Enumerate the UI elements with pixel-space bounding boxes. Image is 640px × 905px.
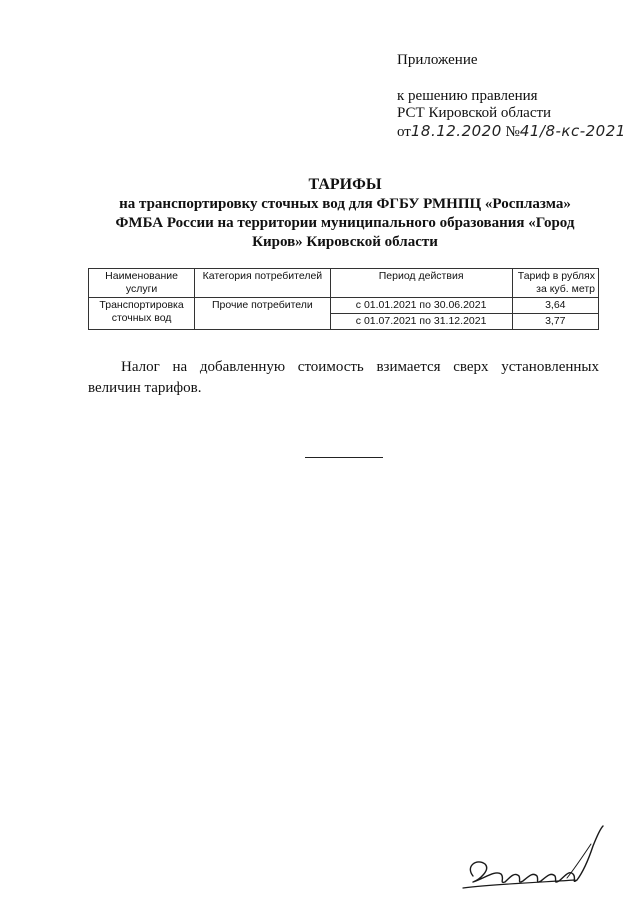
cell-period: с 01.07.2021 по 31.12.2021 <box>330 314 512 330</box>
header-tariff: Тариф в рублях за куб. метр <box>512 269 598 298</box>
appendix-date-number-line <box>397 122 626 141</box>
appendix-title: Приложение <box>397 52 478 68</box>
appendix-decision-line: к решению правления <box>397 88 538 104</box>
appendix-authority-line: РСТ Кировской области <box>397 105 552 121</box>
cell-tariff: 3,77 <box>512 314 598 330</box>
number-prefix: № <box>505 124 520 140</box>
heading-line-2: ФМБА России на территории муниципального образования «Город <box>115 215 575 231</box>
heading-line-3: Киров» Кировской области <box>252 234 438 250</box>
vat-note: Налог на добавленную стоимость взимается сверх установленных величин тарифов. <box>88 359 599 396</box>
document-heading <box>80 175 610 252</box>
cell-category: Прочие потребители <box>195 298 331 330</box>
cell-tariff: 3,64 <box>512 298 598 314</box>
table-row <box>89 298 599 314</box>
handwritten-date: 18.12.2020 <box>410 122 502 140</box>
from-prefix: от <box>397 124 411 140</box>
table-header-row <box>89 269 599 298</box>
cell-service: Транспортировка сточных вод <box>89 298 195 330</box>
cell-period: с 01.01.2021 по 30.06.2021 <box>330 298 512 314</box>
divider-line <box>305 457 383 458</box>
handwritten-number: 41/8-кс-2021 <box>519 122 626 140</box>
header-service: Наименование услуги <box>89 269 195 298</box>
heading-line-1: на транспортировку сточных вод для ФГБУ РМНПЦ «Росплазма» <box>119 196 571 212</box>
signature <box>455 818 615 898</box>
heading-title: ТАРИФЫ <box>308 176 382 193</box>
header-period: Период действия <box>330 269 512 298</box>
tariffs-table <box>88 268 599 330</box>
header-category: Категория потребителей <box>195 269 331 298</box>
